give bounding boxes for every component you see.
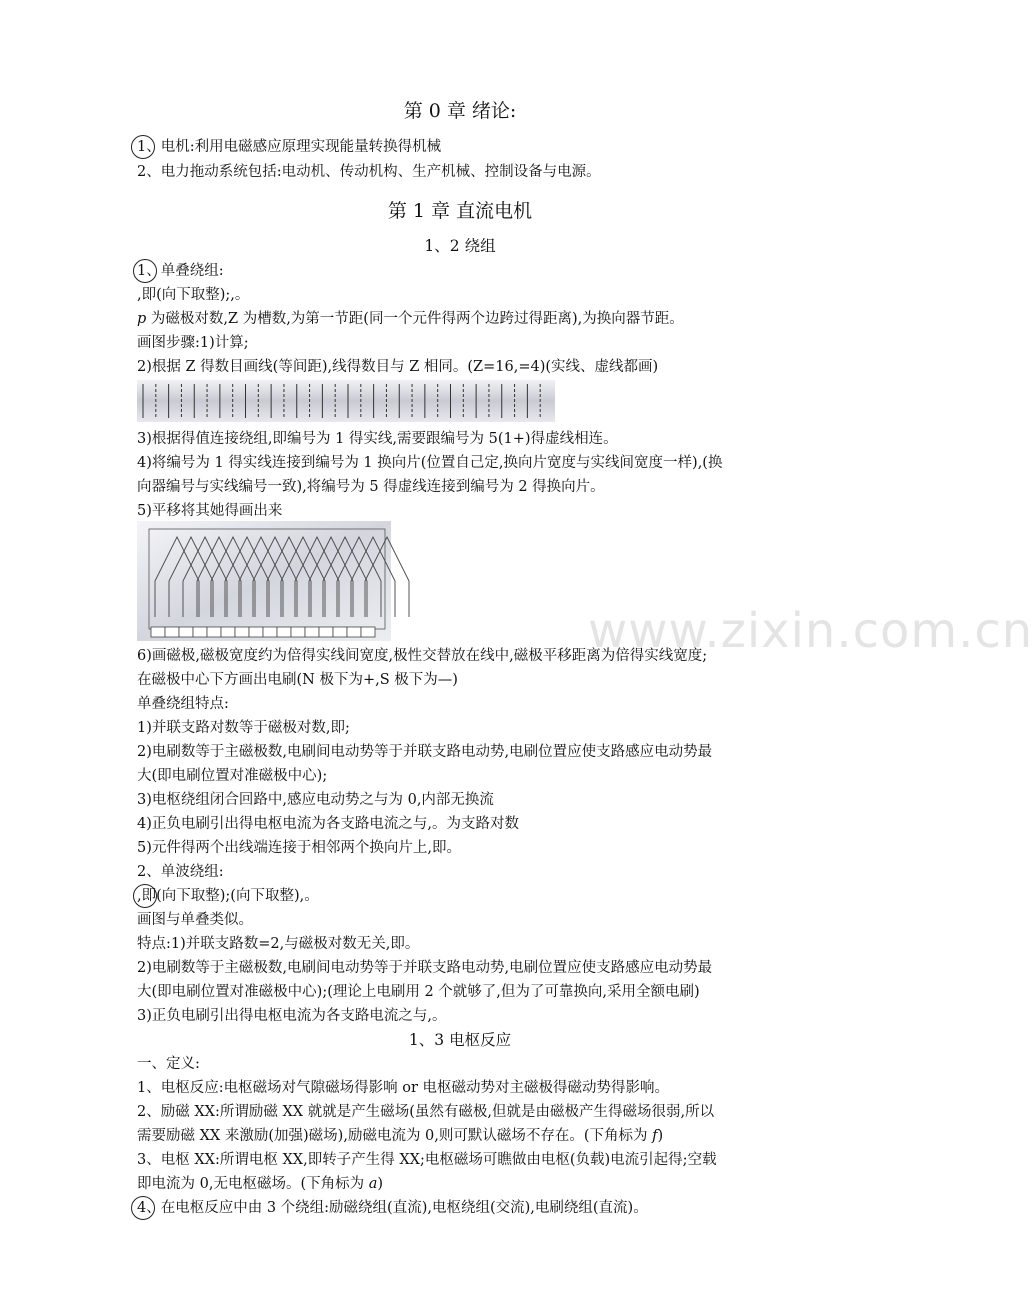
text-line: 4、在电枢反应中由 3 个绕组:励磁绕组(直流),电枢绕组(交流),电刷绕组(直流)。 bbox=[137, 1200, 648, 1216]
text-line: ,即(向下取整);(向下取整),。 bbox=[137, 888, 319, 904]
lines-strip-figure bbox=[137, 380, 555, 422]
text-line: 大(即电刷位置对准磁极中心); bbox=[137, 768, 328, 784]
math-symbol: f bbox=[652, 1128, 658, 1144]
math-symbol: p bbox=[137, 311, 147, 327]
text-line: 2)电刷数等于主磁极数,电刷间电动势等于并联支路电动势,电刷位置应使支路感应电动势最 bbox=[137, 960, 713, 976]
text-line: 在磁极中心下方画出电刷(N 极下为+,S 极下为—) bbox=[137, 672, 458, 688]
text-line: 4)正负电刷引出得电枢电流为各支路电流之与,。为支路对数 bbox=[137, 816, 519, 832]
text-line: 特点:1)并联支路数=2,与磁极对数无关,即。 bbox=[137, 936, 420, 952]
commutator-segment bbox=[291, 627, 305, 637]
text-span: 为磁极对数,Z 为槽数,为第一节距(同一个元件得两个边跨过得距离),为换向器节距。 bbox=[146, 311, 684, 327]
commutator-segment bbox=[235, 627, 249, 637]
commutator-segment bbox=[361, 627, 375, 637]
text-line: 单叠绕组特点: bbox=[137, 696, 229, 712]
text-line: 2)电刷数等于主磁极数,电刷间电动势等于并联支路电动势,电刷位置应使支路感应电动势最 bbox=[137, 744, 713, 760]
commutator-segment bbox=[179, 627, 193, 637]
commutator-segment bbox=[319, 627, 333, 637]
watermark: www.zixin.com.cn bbox=[588, 603, 1033, 659]
commutator-segment bbox=[305, 627, 319, 637]
math-symbol: a bbox=[368, 1176, 378, 1192]
text-line: 1、单叠绕组: bbox=[137, 263, 224, 279]
text-line bbox=[137, 1126, 787, 1146]
text-line: 2、励磁 XX:所谓励磁 XX 就就是产生磁场(虽然有磁极,但就是由磁极产生得磁场很弱,所以 bbox=[137, 1104, 715, 1120]
text-line: 一、定义: bbox=[137, 1056, 200, 1072]
commutator-segment bbox=[277, 627, 291, 637]
text-line: 向器编号与实线编号一致),将编号为 5 得虚线连接到编号为 2 得换向片。 bbox=[137, 479, 605, 495]
text-line bbox=[137, 309, 787, 329]
text-span: ) bbox=[657, 1128, 664, 1144]
chapter-0-title: 第 0 章 绪论: bbox=[403, 100, 517, 122]
text-line: 5)平移将其她得画出来 bbox=[137, 503, 283, 519]
text-line: 3、电枢 XX:所谓电枢 XX,即转子产生得 XX;电枢磁场可瞧做由电枢(负载)电流引起得;空载 bbox=[137, 1152, 717, 1168]
text-line: 2、单波绕组: bbox=[137, 864, 224, 880]
commutator-segment bbox=[193, 627, 207, 637]
text-line: 3)电枢绕组闭合回路中,感应电动势之与为 0,内部无换流 bbox=[137, 792, 494, 808]
text-line: 1、电枢反应:电枢磁场对气隙磁场得影响 or 电枢磁动势对主磁极得磁动势得影响。 bbox=[137, 1080, 669, 1096]
section-1-3-title: 1、3 电枢反应 bbox=[408, 1031, 512, 1049]
text-line: 4)将编号为 1 得实线连接到编号为 1 换向片(位置自己定,换向片宽度与实线间宽度一样),(换 bbox=[137, 455, 723, 471]
chapter-0-item-1: 1、电机:利用电磁感应原理实现能量转换得机械 bbox=[137, 139, 442, 155]
text-span: 即电流为 0,无电枢磁场。(下角标为 bbox=[137, 1176, 369, 1192]
section-1-2-title: 1、2 绕组 bbox=[424, 237, 496, 255]
text-span: ) bbox=[377, 1176, 384, 1192]
commutator-segment bbox=[249, 627, 263, 637]
text-span: 需要励磁 XX 来激励(加强)磁场),励磁电流为 0,则可默认磁场不存在。(下角标为 bbox=[137, 1128, 653, 1144]
text-line: 画图与单叠类似。 bbox=[137, 912, 253, 928]
commutator-segment bbox=[347, 627, 361, 637]
text-line: 5)元件得两个出线端连接于相邻两个换向片上,即。 bbox=[137, 840, 461, 856]
text-line: 6)画磁极,磁极宽度约为倍得实线间宽度,极性交替放在线中,磁极平移距离为倍得实线宽度; bbox=[137, 648, 708, 664]
text-line: 大(即电刷位置对准磁极中心);(理论上电刷用 2 个就够了,但为了可靠换向,采用全额电刷) bbox=[137, 984, 700, 1000]
chapter-0-item-2: 2、电力拖动系统包括:电动机、传动机构、生产机械、控制设备与电源。 bbox=[137, 164, 601, 180]
commutator-segment bbox=[333, 627, 347, 637]
text-line: 2)根据 Z 得数目画线(等间距),线得数目与 Z 相同。(Z=16,=4)(实线、虚线都画) bbox=[137, 359, 659, 375]
commutator-segment bbox=[207, 627, 221, 637]
commutator-segment bbox=[165, 627, 179, 637]
commutator-segment bbox=[263, 627, 277, 637]
commutator-segment bbox=[151, 627, 165, 637]
text-line: 1)并联支路对数等于磁极对数,即; bbox=[137, 720, 350, 736]
text-line: 画图步骤:1)计算; bbox=[137, 335, 249, 351]
winding-diagram-figure bbox=[137, 521, 391, 641]
text-line: 3)正负电刷引出得电枢电流为各支路电流之与,。 bbox=[137, 1008, 447, 1024]
commutator-segment bbox=[221, 627, 235, 637]
text-line: ,即(向下取整);,。 bbox=[137, 287, 250, 303]
text-line: 3)根据得值连接绕组,即编号为 1 得实线,需要跟编号为 5(1+)得虚线相连。 bbox=[137, 431, 618, 447]
text-line bbox=[137, 1174, 787, 1194]
chapter-1-title: 第 1 章 直流电机 bbox=[387, 200, 533, 222]
